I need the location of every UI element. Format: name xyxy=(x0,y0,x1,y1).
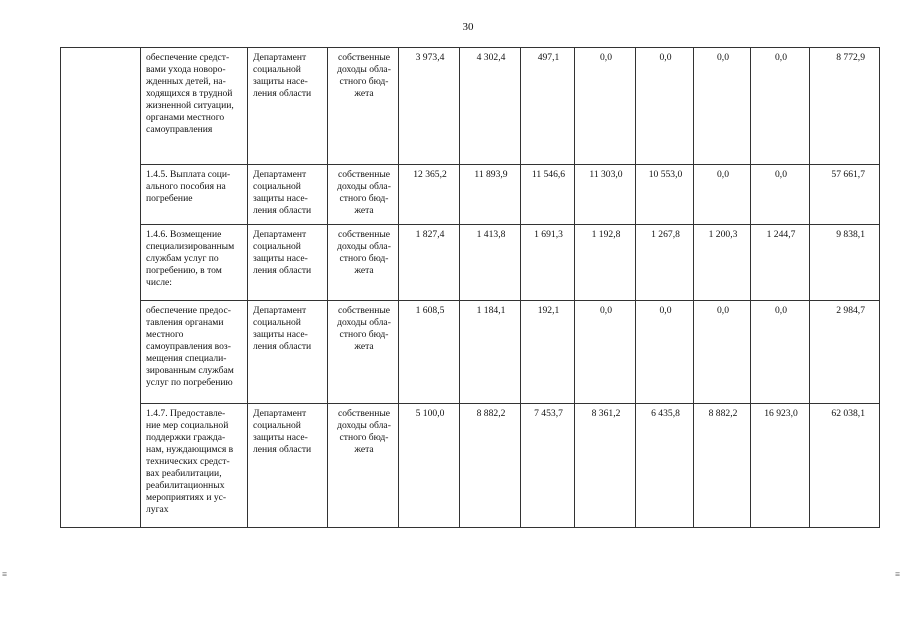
table-row xyxy=(61,301,880,404)
value-cell: 0,0 xyxy=(575,48,636,165)
page-number: 30 xyxy=(462,21,474,33)
table-row xyxy=(61,225,880,301)
value-cell: 0,0 xyxy=(694,165,751,225)
budget-table xyxy=(60,47,880,528)
value-cell: 10 553,0 xyxy=(636,165,694,225)
row-executor: Департамент социальной защиты насе- ления области xyxy=(248,48,328,165)
value-cell: 1 267,8 xyxy=(636,225,694,301)
total-cell: 8 772,9 xyxy=(810,48,880,165)
value-cell: 0,0 xyxy=(636,301,694,404)
value-cell: 8 882,2 xyxy=(460,404,521,528)
value-cell: 1 413,8 xyxy=(460,225,521,301)
table-row xyxy=(61,404,880,528)
row-description: обеспечение предос- тавления органами местного самоуправления воз- мещения специали- зированным службам услуг по погребению xyxy=(141,301,248,404)
row-funding-source: собственные доходы обла- стного бюд- жета xyxy=(328,165,399,225)
value-cell: 0,0 xyxy=(694,301,751,404)
table-row xyxy=(61,165,880,225)
value-cell: 1 192,8 xyxy=(575,225,636,301)
value-cell: 7 453,7 xyxy=(521,404,575,528)
empty-index-column xyxy=(61,48,141,528)
value-cell: 497,1 xyxy=(521,48,575,165)
value-cell: 0,0 xyxy=(751,48,810,165)
row-description: 1.4.7. Предоставле- ние мер социальной поддержки гражда- нам, нуждающимся в технических средст- вах реабилитации, реабилитационных мероприятиях и ус- лугах xyxy=(141,404,248,528)
value-cell: 1 827,4 xyxy=(399,225,460,301)
value-cell: 6 435,8 xyxy=(636,404,694,528)
margin-mark: ≡ xyxy=(2,569,8,579)
value-cell: 1 691,3 xyxy=(521,225,575,301)
row-funding-source: собственные доходы обла- стного бюд- жета xyxy=(328,48,399,165)
value-cell: 5 100,0 xyxy=(399,404,460,528)
total-cell: 57 661,7 xyxy=(810,165,880,225)
value-cell: 8 882,2 xyxy=(694,404,751,528)
row-executor: Департамент социальной защиты насе- ления области xyxy=(248,225,328,301)
value-cell: 1 200,3 xyxy=(694,225,751,301)
value-cell: 1 608,5 xyxy=(399,301,460,404)
row-funding-source: собственные доходы обла- стного бюд- жета xyxy=(328,404,399,528)
value-cell: 12 365,2 xyxy=(399,165,460,225)
total-cell: 2 984,7 xyxy=(810,301,880,404)
value-cell: 11 546,6 xyxy=(521,165,575,225)
value-cell: 0,0 xyxy=(751,301,810,404)
value-cell: 0,0 xyxy=(636,48,694,165)
value-cell: 4 302,4 xyxy=(460,48,521,165)
row-funding-source: собственные доходы обла- стного бюд- жета xyxy=(328,301,399,404)
value-cell: 1 244,7 xyxy=(751,225,810,301)
row-executor: Департамент социальной защиты насе- ления области xyxy=(248,165,328,225)
row-description: обеспечение средст- вами ухода новоро- жденных детей, на- ходящихся в трудной жизненной ситуации, органами местного самоуправления xyxy=(141,48,248,165)
value-cell: 192,1 xyxy=(521,301,575,404)
total-cell: 9 838,1 xyxy=(810,225,880,301)
table-row xyxy=(61,48,880,165)
margin-mark: ≡ xyxy=(895,569,901,579)
row-executor: Департамент социальной защиты насе- ления области xyxy=(248,301,328,404)
row-funding-source: собственные доходы обла- стного бюд- жета xyxy=(328,225,399,301)
value-cell: 0,0 xyxy=(751,165,810,225)
value-cell: 0,0 xyxy=(694,48,751,165)
value-cell: 0,0 xyxy=(575,301,636,404)
row-description: 1.4.5. Выплата соци- ального пособия на погребение xyxy=(141,165,248,225)
total-cell: 62 038,1 xyxy=(810,404,880,528)
value-cell: 11 303,0 xyxy=(575,165,636,225)
value-cell: 1 184,1 xyxy=(460,301,521,404)
row-executor: Департамент социальной защиты насе- ления области xyxy=(248,404,328,528)
value-cell: 8 361,2 xyxy=(575,404,636,528)
value-cell: 11 893,9 xyxy=(460,165,521,225)
value-cell: 16 923,0 xyxy=(751,404,810,528)
value-cell: 3 973,4 xyxy=(399,48,460,165)
row-description: 1.4.6. Возмещение специализированным службам услуг по погребению, в том числе: xyxy=(141,225,248,301)
